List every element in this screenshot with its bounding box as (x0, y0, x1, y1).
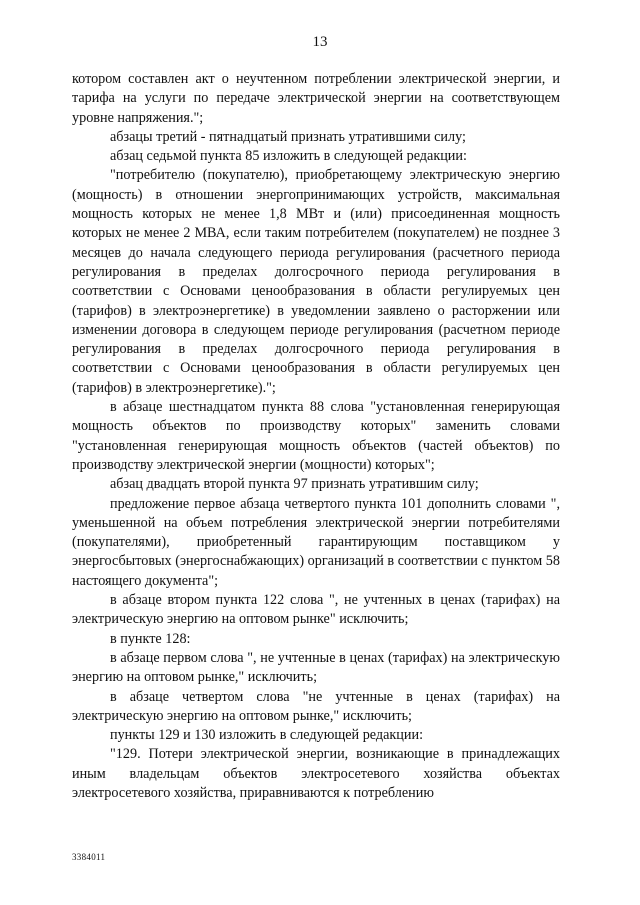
paragraph: абзац седьмой пункта 85 изложить в следующей редакции: (110, 148, 467, 165)
paragraph: "129. Потери электрической энергии, возникающие в принадлежащих иным владельцам объектов электросетевого хозяйства объектах электросетевого хозяйства, приравниваются к потреблению (72, 746, 560, 801)
paragraph: предложение первое абзаца четвертого пункта 101 дополнить словами ", уменьшенной на объем потребления электрической энергии потребителями (покупателями), приобретенный гарантирующим поставщиком у энергосбытовых (энергоснабжающих) организаций в соответствии с пунктом 58 настоящего документа"; (72, 495, 560, 589)
paragraph: в абзаце шестнадцатом пункта 88 слова "установленная генерирующая мощность объектов по производству которых" заменить словами "установленная генерирующая мощность объектов (частей объектов) по производству электрической энергии (мощности) которых"; (72, 399, 560, 473)
paragraph: абзац двадцать второй пункта 97 признать утратившим силу; (110, 476, 479, 493)
paragraph: котором составлен акт о неучтенном потреблении электрической энергии, и тарифа на услуги по передаче электрической энергии на соответствующем уровне напряжения."; (72, 71, 560, 126)
page-number: 13 (312, 34, 328, 50)
paragraph: в абзаце втором пункта 122 слова ", не учтенных в ценах (тарифах) на электрическую энергию на оптовом рынке" исключить; (72, 592, 560, 628)
paragraph: в абзаце первом слова ", не учтенные в ценах (тарифах) на электрическую энергию на оптовом рынке," исключить; (72, 649, 560, 686)
paragraph: в пункте 128: (110, 630, 191, 647)
document-code: 3384011 (72, 852, 106, 862)
paragraph: "потребителю (покупателю), приобретающему электрическую энергию (мощность) в отношении энергопринимающих устройств, максимальная мощность которых не менее 1,8 МВт и (или) присоединенная мощность которых не менее 2 МВА, если таким потребителем (покупателем) не позднее 3 месяцев до начала следующего периода регулирования (расчетного периода регулирования в пределах долгосрочного периода регулирования в соответствии с Основами ценообразования в области регулируемых цен (тарифов) в электроэнергетике) в уведомлении заявлено о расторжении или изменении договора в следующем периоде регулирования (расчетном периоде регулирования в пределах долгосрочного периода регулирования в соответствии с Основами ценообразования в области регулируемых цен (тарифов) в электроэнергетике)."; (72, 167, 560, 396)
document-body (72, 70, 560, 803)
paragraph: в абзаце четвертом слова "не учтенные в ценах (тарифах) на электрическую энергию на оптовом рынке," исключить; (72, 688, 560, 724)
paragraph: абзацы третий - пятнадцатый признать утратившими силу; (110, 128, 466, 145)
paragraph: пункты 129 и 130 изложить в следующей редакции: (110, 727, 424, 744)
